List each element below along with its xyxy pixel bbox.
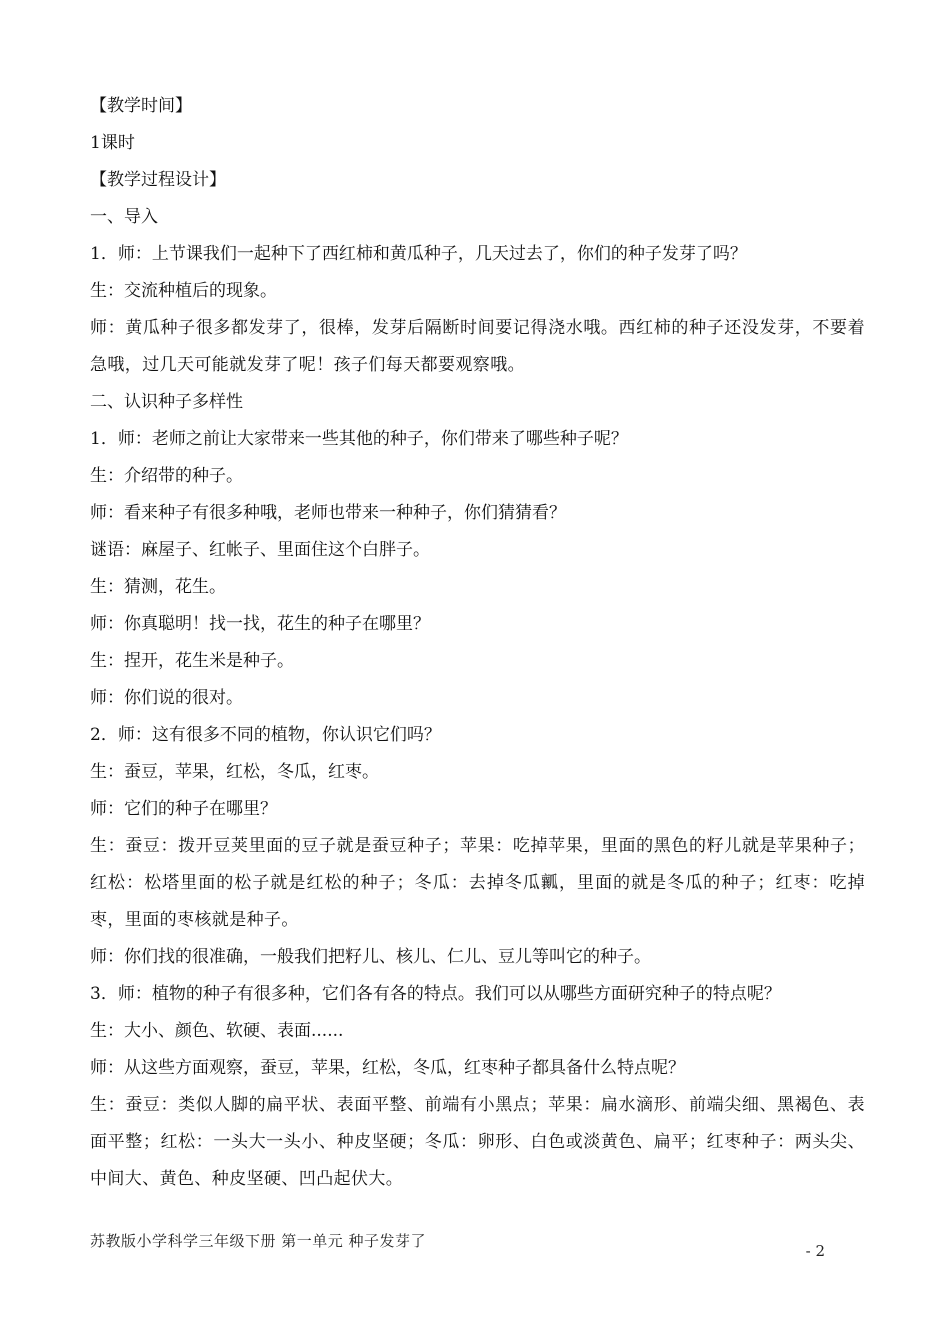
paragraph: 师：你们说的很对。: [90, 688, 243, 708]
paragraph: 生：交流种植后的现象。: [90, 281, 277, 301]
paragraph: 师：你真聪明！找一找，花生的种子在哪里？: [90, 614, 430, 634]
paragraph: 谜语：麻屋子、红帐子、里面住这个白胖子。: [90, 540, 430, 560]
paragraph: 师：看来种子有很多种哦，老师也带来一种种子，你们猜猜看？: [90, 503, 566, 523]
subsection-heading-intro: 一、导入: [90, 207, 158, 227]
paragraph: 生：猜测，花生。: [90, 577, 226, 597]
paragraph: 1．师：上节课我们一起种下了西红柿和黄瓜种子，几天过去了，你们的种子发芽了吗？: [90, 244, 747, 264]
paragraph: 生：蚕豆：拨开豆荚里面的豆子就是蚕豆种子；苹果：吃掉苹果，里面的黑色的籽儿就是苹果种子；红松：松塔里面的松子就是红松的种子；冬瓜：去掉冬瓜瓤，里面的就是冬瓜的种子；红枣：吃掉枣，里面的枣核就是种子。: [90, 836, 865, 930]
paragraph: 师：你们找的很准确，一般我们把籽儿、核儿、仁儿、豆儿等叫它的种子。: [90, 947, 651, 967]
paragraph: 生：蚕豆，苹果，红松，冬瓜，红枣。: [90, 762, 379, 782]
paragraph: 生：蚕豆：类似人脚的扁平状、表面平整、前端有小黑点；苹果：扁水滴形、前端尖细、黑褐色、表面平整；红松：一头大一头小、种皮坚硬；冬瓜：卵形、白色或淡黄色、扁平；红枣种子：两头尖、中间大、黄色、种皮坚硬、凹凸起伏大。: [90, 1095, 865, 1189]
paragraph: 1课时: [90, 133, 135, 153]
paragraph: 3．师：植物的种子有很多种，它们各有各的特点。我们可以从哪些方面研究种子的特点呢？: [90, 984, 781, 1004]
section-heading-process-design: 【教学过程设计】: [90, 170, 226, 190]
paragraph: 生：捏开，花生米是种子。: [90, 651, 294, 671]
paragraph: 1．师：老师之前让大家带来一些其他的种子，你们带来了哪些种子呢？: [90, 429, 628, 449]
paragraph: 师：黄瓜种子很多都发芽了，很棒，发芽后隔断时间要记得浇水哦。西红柿的种子还没发芽，不要着急哦，过几天可能就发芽了呢！孩子们每天都要观察哦。: [90, 318, 865, 375]
paragraph: 2．师：这有很多不同的植物，你认识它们吗？: [90, 725, 441, 745]
paragraph: 生：介绍带的种子。: [90, 466, 243, 486]
page-number: - 2: [805, 1242, 825, 1260]
paragraph: 师：它们的种子在哪里？: [90, 799, 277, 819]
section-heading-teaching-time: 【教学时间】: [90, 96, 192, 116]
footer-title: 苏教版小学科学三年级下册 第一单元 种子发芽了: [90, 1232, 427, 1250]
paragraph: 师：从这些方面观察，蚕豆，苹果，红松，冬瓜，红枣种子都具备什么特点呢？: [90, 1058, 685, 1078]
paragraph: 生：大小、颜色、软硬、表面......: [90, 1021, 344, 1041]
page-footer: [90, 1230, 865, 1270]
document-body: [90, 88, 865, 1198]
subsection-heading-seed-diversity: 二、认识种子多样性: [90, 392, 243, 412]
